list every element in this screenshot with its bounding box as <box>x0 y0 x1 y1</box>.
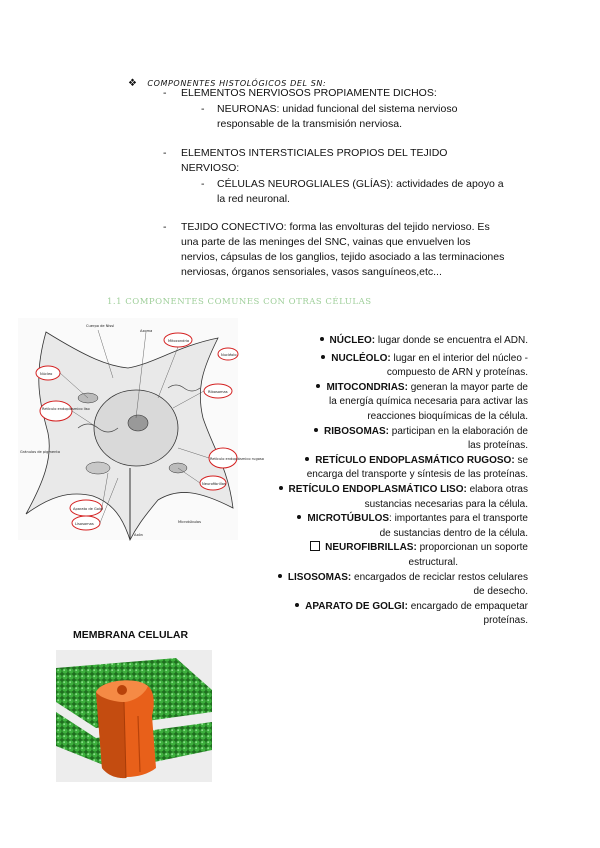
component-text: proteínas. <box>483 615 528 627</box>
outline-item-1-sub <box>201 102 531 130</box>
component-name: NEUROFIBRILLAS: <box>325 542 417 554</box>
label-circle <box>40 401 72 421</box>
dash-icon: - <box>201 178 205 190</box>
component-item <box>238 454 528 469</box>
component-text: encargados de reciclar restos celulares <box>354 571 528 583</box>
diagram-label: Retículo endoplásmico rugoso <box>210 457 264 461</box>
component-text: encarga del transporte y síntesis de las proteínas. <box>306 469 528 481</box>
component-text: se <box>517 454 528 466</box>
channel-protein <box>96 680 156 778</box>
component-item <box>238 483 528 498</box>
diagram-label: Núcleo <box>40 372 53 376</box>
component-item <box>238 541 528 556</box>
outline-item-2 <box>163 146 448 174</box>
item1-label: ELEMENTOS NERVIOSOS PROPIAMENTE DICHOS: <box>181 87 437 99</box>
item2-label-line-2: NERVIOSO: <box>181 162 240 174</box>
bullet-icon <box>316 384 320 388</box>
bullet-icon <box>279 486 283 490</box>
diagram-label: Cuerpo de Nissl <box>86 324 115 328</box>
item2-label-line-1: ELEMENTOS INTERSTICIALES PROPIOS DEL TEJIDO <box>181 147 448 159</box>
membrane-illustration <box>56 650 212 782</box>
item1-sub-line-1: NEURONAS: unidad funcional del sistema nervioso <box>217 103 458 115</box>
component-name: APARATO DE GOLGI: <box>305 600 408 612</box>
component-text: reacciones bioquímicas de la célula. <box>367 410 528 422</box>
diagram-label: Axón <box>134 533 143 537</box>
item2-sub-line-2: la red neuronal. <box>217 193 290 205</box>
component-text: las proteínas. <box>467 440 528 452</box>
bullet-icon <box>295 603 299 607</box>
component-item <box>238 512 528 527</box>
component-text: la energía química necesaria para activar las <box>329 396 528 408</box>
component-name: MITOCONDRIAS: <box>326 381 408 393</box>
neuron-diagram <box>18 318 264 540</box>
component-item <box>238 425 528 440</box>
component-item <box>238 334 528 349</box>
diagram-label: Lisosomas <box>75 522 94 526</box>
section-subtitle: 1.1 COMPONENTES COMUNES CON OTRAS CÉLULAS <box>107 297 372 307</box>
item3-line-3: nervios, cápsulas de los ganglios, tejido asociado a las terminaciones <box>181 251 505 263</box>
component-text: lugar en el interior del núcleo - <box>393 352 528 364</box>
nucleolus-shape <box>128 415 148 431</box>
bullet-icon <box>321 355 325 359</box>
membrane-title: MEMBRANA CELULAR <box>73 629 189 641</box>
component-text: encargado de empaquetar <box>410 600 528 612</box>
item1-sub-line-2: responsable de la transmisión nerviosa. <box>217 118 403 130</box>
component-name: LISOSOMAS: <box>287 571 352 583</box>
component-text: : importantes para el transporte <box>389 513 528 525</box>
component-item <box>238 571 528 586</box>
dash-icon: - <box>163 221 167 233</box>
component-text: lugar donde se encuentra el ADN. <box>377 335 528 346</box>
component-item <box>238 600 528 615</box>
component-text: participan en la elaboración de <box>391 425 528 437</box>
outline-item-3 <box>163 220 505 278</box>
dash-icon: - <box>163 147 167 159</box>
component-text: estructural. <box>408 556 458 568</box>
component-name: NÚCLEO: <box>329 335 376 346</box>
golgi-shape <box>86 462 110 474</box>
components-list <box>238 334 528 629</box>
component-name: RETÍCULO ENDOPLASMÁTICO LISO: <box>288 483 467 495</box>
diamond-bullet-icon: ❖ <box>128 78 137 89</box>
dash-icon: - <box>201 103 205 115</box>
component-text: compuesto de ARN y proteínas. <box>386 367 528 379</box>
bullet-icon <box>320 337 324 341</box>
header-title: COMPONENTES HISTOLÓGICOS DEL SN: <box>147 79 327 88</box>
diagram-label: Neurofibrillas <box>202 482 226 486</box>
outline-item-2-sub <box>201 177 504 205</box>
bullet-icon <box>278 574 282 578</box>
component-name: NUCLÉOLO: <box>331 352 391 364</box>
diagram-label: Nucléolo <box>221 353 237 357</box>
item3-line-2: una parte de las meninges del SNC, vainas que envuelven los <box>181 236 471 248</box>
checkbox-icon <box>310 541 320 551</box>
bullet-icon <box>305 457 309 461</box>
item2-sub-line-1: CÉLULAS NEUROGLIALES (GLÍAS): actividades de apoyo a <box>217 178 504 190</box>
component-text: proporcionan un soporte <box>419 542 528 554</box>
component-name: RIBOSOMAS: <box>324 425 389 437</box>
bullet-icon <box>314 428 318 432</box>
component-text: generan la mayor parte de <box>410 381 528 393</box>
component-name: MICROTÚBULOS <box>307 513 390 525</box>
diagram-label: Mitocondria <box>168 339 190 343</box>
diagram-label: Axoma <box>140 329 153 333</box>
diagram-label: Microtúbulos <box>178 520 201 524</box>
diagram-label: Aparato de Golgi <box>73 507 104 511</box>
component-text: de sustancias dentro de la célula. <box>379 527 528 539</box>
diagram-label: Ribosomas <box>208 390 228 394</box>
outline-item-1 <box>163 86 437 101</box>
component-text: de desecho. <box>473 586 528 598</box>
component-text: sustancias necesarias para la célula. <box>364 498 528 510</box>
component-item <box>238 381 528 396</box>
component-name: RETÍCULO ENDOPLASMÁTICO RUGOSO: <box>315 454 515 466</box>
diagram-label: Gránulos de pigmento <box>20 450 61 454</box>
neuron-diagram-svg <box>18 318 264 540</box>
membrane-svg <box>56 650 212 782</box>
diagram-label: Retículo endoplásmico liso <box>42 407 90 411</box>
item3-line-1: TEJIDO CONECTIVO: forma las envolturas del tejido nervioso. Es <box>181 221 490 233</box>
bullet-icon <box>297 515 301 519</box>
component-item <box>238 352 528 367</box>
dash-icon: - <box>163 87 167 99</box>
item3-line-4: nerviosas, órganos sensoriales, vasos sanguíneos,etc... <box>181 266 442 278</box>
component-text: elabora otras <box>469 483 528 495</box>
